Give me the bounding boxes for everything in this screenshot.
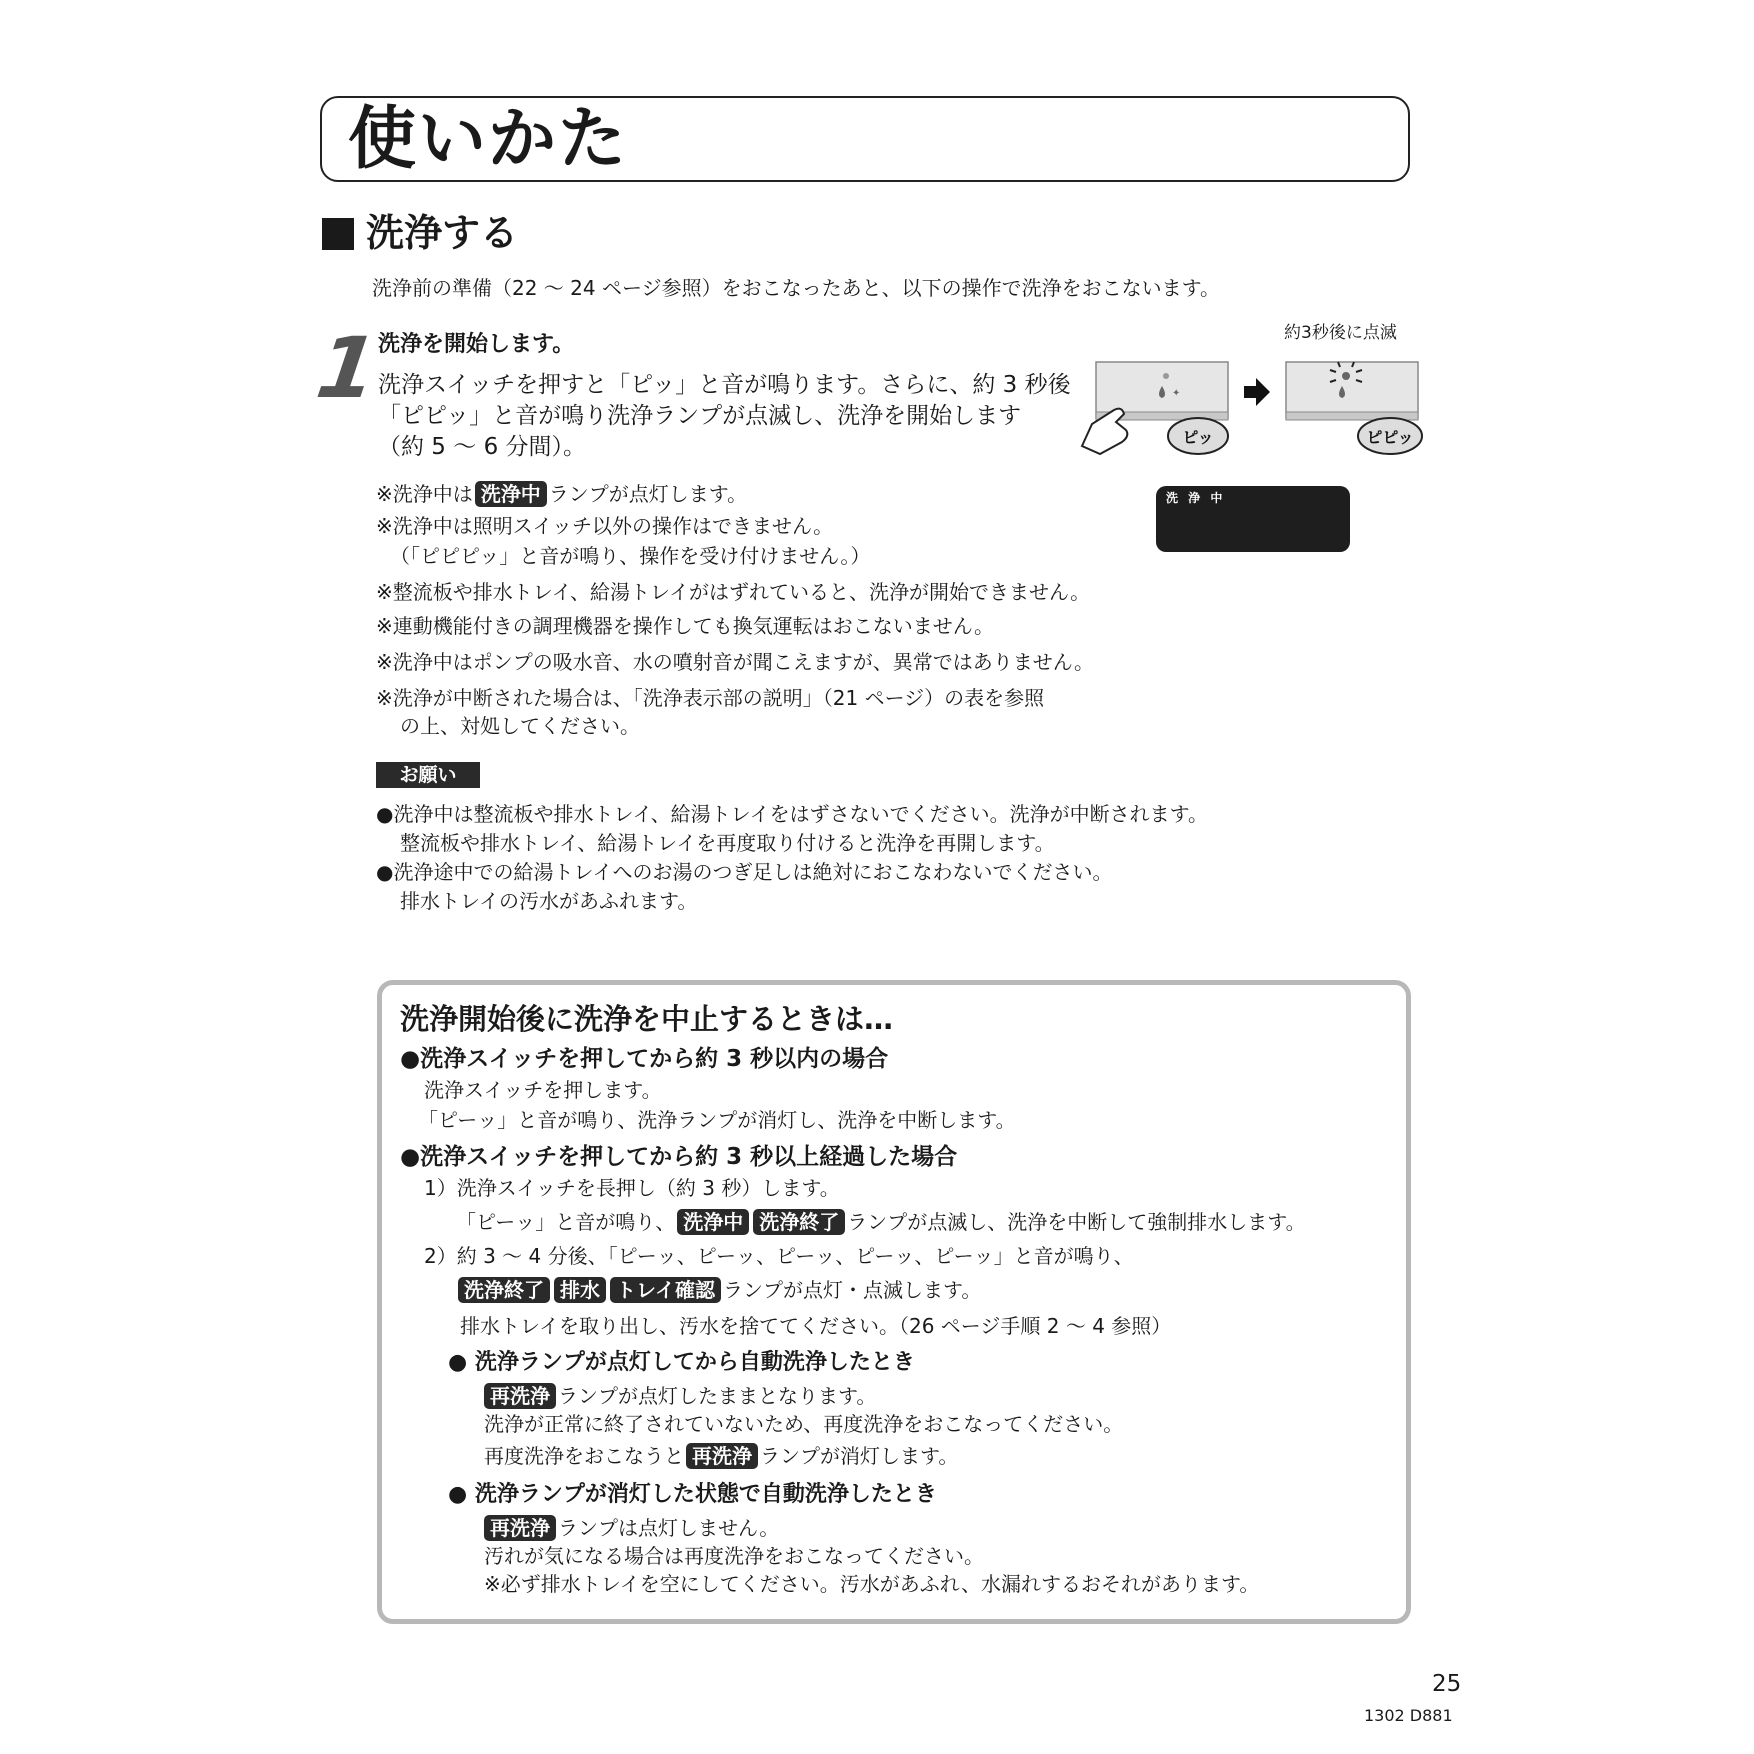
case-2-step-1-detail: 「ピーッ」と音が鳴り、 洗浄中 洗浄終了 ランプが点滅し、洗浄を中断して強制排水します。 [456,1210,1306,1234]
note-5: ※洗浄中はポンプの吸水音、水の噴射音が聞こえますが、異常ではありません。 [376,650,1094,674]
lamp-tag-rewash: 再洗浄 [484,1515,556,1541]
lamp-tag-wash-end: 洗浄終了 [753,1209,845,1235]
note-2-cont: （「ピピピッ」と音が鳴り、操作を受け付けません。） [390,544,871,568]
hood-panel-right [1286,362,1418,418]
note-3: ※整流板や排水トレイ、給湯トレイがはずれていると、洗浄が開始できません。 [376,580,1091,604]
lamp-tag-drain: 排水 [554,1277,606,1303]
lamp-off-icon [1163,373,1169,379]
note-4: ※連動機能付きの調理機器を操作しても換気運転はおこないません。 [376,614,994,638]
request-bullet-1: ●洗浄中は整流板や排水トレイ、給湯トレイをはずさないでください。洗浄が中断されます。 [376,802,1209,826]
pointing-hand-icon [1082,409,1127,454]
sub-case-1-line-2: 洗浄が正常に終了されていないため、再度洗浄をおこなってください。 [484,1412,1124,1436]
case-2-step-2-detail: 洗浄終了 排水 トレイ確認 ランプが点灯・点滅します。 [456,1276,981,1304]
note-2: ※洗浄中は照明スイッチ以外の操作はできません。 [376,514,834,538]
case-2-step-2: 2）約 3 ～ 4 分後、「ピーッ、ピーッ、ピーッ、ピーッ、ピーッ」と音が鳴り、 [424,1244,1134,1268]
note-6-cont: の上、対処してください。 [400,714,640,738]
hood-illustration [1076,342,1426,462]
sound-bubble-2-text: ピピッ [1366,428,1414,447]
document-code: 1302 D881 [1364,1706,1453,1725]
sound-bubble-1-text: ピッ [1182,428,1214,447]
note-1: ※洗浄中は 洗浄中 ランプが点灯します。 [376,482,748,506]
step-heading: 洗浄を開始します。 [378,332,575,357]
case-1-line: 「ピーッ」と音が鳴り、洗浄ランプが消灯し、洗浄を中断します。 [418,1108,1016,1132]
section-title: 洗浄する [366,211,519,255]
request-bullet-2-cont: 排水トレイの汚水があふれます。 [400,889,698,913]
lamp-tag-wash-end: 洗浄終了 [458,1277,550,1303]
lamp-tag-washing: 洗浄中 [677,1209,749,1235]
case-1-heading: ●洗浄スイッチを押してから約 3 秒以内の場合 [400,1046,889,1072]
case-2-heading: ●洗浄スイッチを押してから約 3 秒以上経過した場合 [400,1144,958,1170]
step-number: 1 [311,319,384,417]
page-number: 25 [1432,1671,1462,1697]
intro-text: 洗浄前の準備（22 ～ 24 ページ参照）をおこなったあと、以下の操作で洗浄をおこないます。 [372,276,1220,300]
sub-case-1-heading: ● 洗浄ランプが点灯してから自動洗浄したとき [448,1350,915,1375]
sub-case-2-line-1: 再洗浄 ランプは点灯しません。 [482,1514,779,1542]
section-marker [322,218,354,250]
page-title: 使いかた [348,100,629,179]
lamp-tag-washing: 洗浄中 [475,481,547,507]
sub-case-2-heading: ● 洗浄ランプが消灯した状態で自動洗浄したとき [448,1482,937,1507]
lamp-blink-icon [1342,372,1350,380]
lamp-tag-rewash: 再洗浄 [484,1383,556,1409]
case-2-step-2-note: 排水トレイを取り出し、汚水を捨ててください。（26 ページ手順 2 ～ 4 参照） [460,1314,1172,1338]
sub-case-1-line-3: 再度洗浄をおこなうと 再洗浄 ランプが消灯します。 [484,1444,959,1468]
sub-case-1-line-1: 再洗浄 ランプが点灯したままとなります。 [482,1382,876,1410]
illustration-label: 約3秒後に点滅 [1284,323,1397,343]
arrow-right-icon [1244,378,1270,406]
step-body-line: 洗浄スイッチを押すと「ピッ」と音が鳴ります。さらに、約 3 秒後 [378,372,1071,398]
lamp-tag-rewash: 再洗浄 [686,1443,758,1469]
panel-title: 洗浄開始後に洗浄を中止するときは… [400,1002,894,1036]
note-6: ※洗浄が中断された場合は、「洗浄表示部の説明」（21 ページ）の表を参照 [376,686,1045,710]
sub-case-2-line-3: ※必ず排水トレイを空にしてください。汚水があふれ、水漏れするおそれがあります。 [484,1572,1260,1596]
svg-text:✦: ✦ [1172,388,1181,399]
request-bullet-1-cont: 整流板や排水トレイ、給湯トレイを再度取り付けると洗浄を再開します。 [400,831,1055,855]
lamp-tag-tray-check: トレイ確認 [610,1277,721,1303]
sub-case-2-line-2: 汚れが気になる場合は再度洗浄をおこなってください。 [484,1544,984,1568]
step-body-line: （約 5 ～ 6 分間）。 [378,434,587,460]
case-1-line: 洗浄スイッチを押します。 [424,1078,662,1102]
request-bullet-2: ●洗浄途中での給湯トレイへのお湯のつぎ足しは絶対におこなわないでください。 [376,860,1113,884]
request-label: お願い [376,762,480,788]
case-2-step-1: 1）洗浄スイッチを長押し（約 3 秒）します。 [424,1176,840,1200]
step-body [378,370,1071,463]
step-body-line: 「ピピッ」と音が鳴り洗浄ランプが点滅し、洗浄を開始します [378,403,1022,429]
wash-display-label: 洗 浄 中 [1166,491,1226,505]
